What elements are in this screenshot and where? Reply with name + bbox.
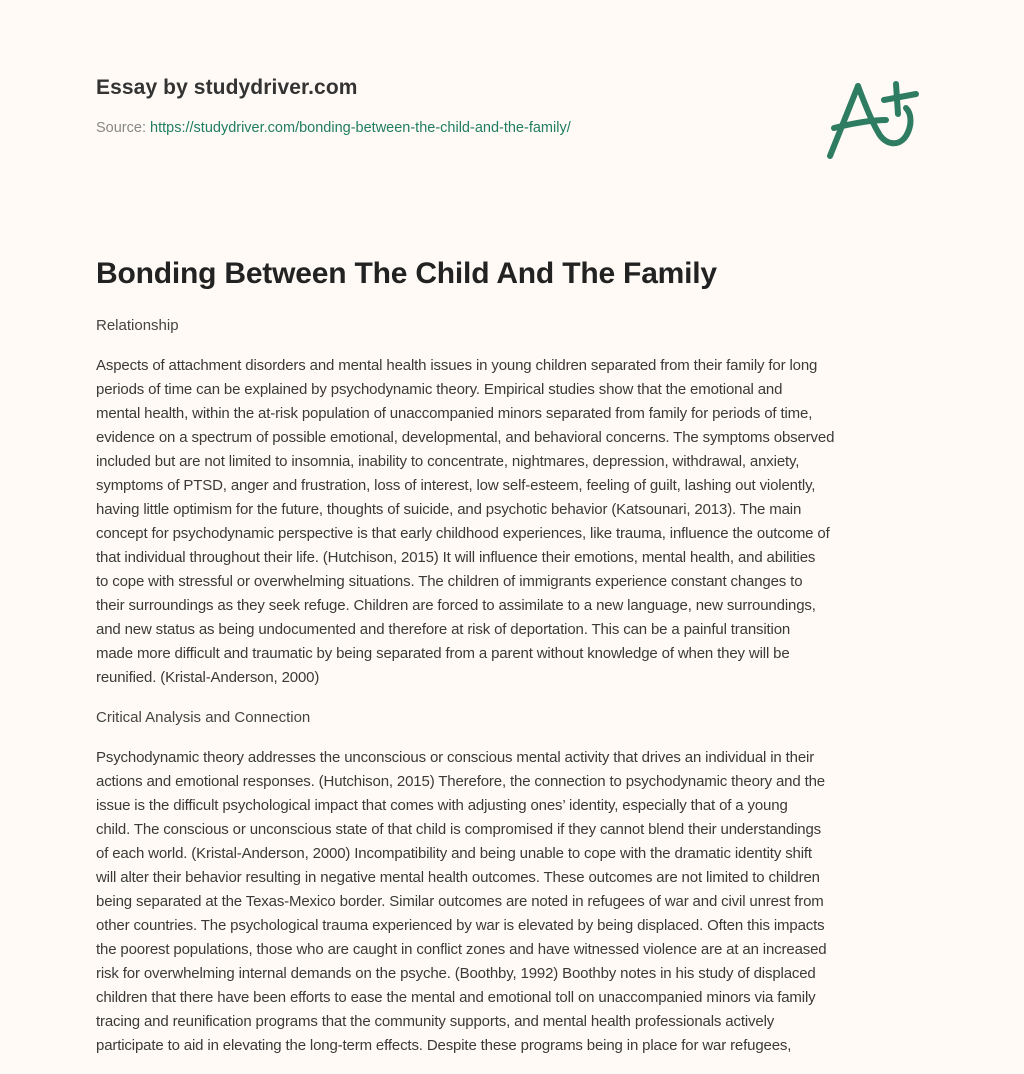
site-title: Essay by studydriver.com: [96, 76, 358, 99]
text-line: children that there have been efforts to ease the mental and emotional toll on unaccompanied minors via family: [96, 989, 816, 1006]
text-line: having little optimism for the future, thoughts of suicide, and psychotic behavior (Katsounari, 2013). The main: [96, 501, 802, 518]
text-line: that individual throughout their life. (Hutchison, 2015) It will influence their emotions, mental health, and abilities: [96, 549, 816, 566]
text-line: included but are not limited to insomnia, inability to concentrate, nightmares, depression, withdrawal, anxiety,: [96, 453, 800, 470]
text-line: issue is the difficult psychological impact that comes with adjusting ones’ identity, especially that of a young: [96, 797, 788, 814]
article-title: Bonding Between The Child And The Family: [96, 257, 717, 290]
text-line: their surroundings as they seek refuge. Children are forced to assimilate to a new language, new surroundings,: [96, 597, 816, 614]
text-line: concept for psychodynamic perspective is that early childhood experiences, like trauma, influence the outcome of: [96, 525, 830, 542]
text-line: reunified. (Kristal-Anderson, 2000): [96, 669, 320, 686]
source-link[interactable]: https://studydriver.com/bonding-between-the-child-and-the-family/: [150, 120, 571, 136]
text-line: will alter their behavior resulting in negative mental health outcomes. These outcomes are not limited to children: [96, 869, 820, 886]
text-line: actions and emotional responses. (Hutchison, 2015) Therefore, the connection to psychodynamic theory and the: [96, 773, 825, 790]
text-line: Psychodynamic theory addresses the unconscious or conscious mental activity that drives an individual in their: [96, 749, 815, 766]
text-line: child. The conscious or unconscious state of that child is compromised if they cannot blend their understandings: [96, 821, 822, 838]
paragraph-relationship: [96, 354, 936, 690]
text-line: risk for overwhelming internal demands on the psyche. (Boothby, 1992) Boothby notes in his study of displaced: [96, 965, 816, 982]
text-line: participate to aid in elevating the long-term effects. Despite these programs being in place for war refugees,: [96, 1037, 792, 1054]
essay-article: [96, 254, 936, 1058]
a-plus-grade-icon: [820, 62, 930, 167]
text-line: made more difficult and traumatic by being separated from a parent without knowledge of when they will be: [96, 645, 790, 662]
text-line: Aspects of attachment disorders and mental health issues in young children separated from their family for long: [96, 357, 818, 374]
text-line: and new status as being undocumented and therefore at risk of deportation. This can be a painful transition: [96, 621, 791, 638]
text-line: symptoms of PTSD, anger and frustration, loss of interest, low self-esteem, feeling of guilt, lashing out violently,: [96, 477, 816, 494]
text-line: of each world. (Kristal-Anderson, 2000) Incompatibility and being unable to cope with the dramatic identity shift: [96, 845, 812, 862]
paragraph-critical-analysis: [96, 746, 936, 1058]
section-heading-critical-analysis: Critical Analysis and Connection: [96, 709, 311, 726]
text-line: tracing and reunification programs that the community supports, and mental health professionals actively: [96, 1013, 775, 1030]
text-line: to cope with stressful or overwhelming situations. The children of immigrants experience constant changes to: [96, 573, 803, 590]
text-line: being separated at the Texas-Mexico border. Similar outcomes are noted in refugees of war and civil unrest from: [96, 893, 824, 910]
essay-header: [96, 74, 796, 138]
text-line: other countries. The psychological trauma experienced by war is elevated by being displaced. Often this impacts: [96, 917, 825, 934]
source-line: [96, 118, 796, 138]
text-line: periods of time can be explained by psychodynamic theory. Empirical studies show that the emotional and: [96, 381, 783, 398]
text-line: evidence on a spectrum of possible emotional, developmental, and behavioral concerns. The symptoms observed: [96, 429, 835, 446]
text-line: mental health, within the at-risk population of unaccompanied minors separated from family for periods of time,: [96, 405, 813, 422]
text-line: the poorest populations, those who are caught in conflict zones and have witnessed violence are at an increased: [96, 941, 827, 958]
source-label: Source:: [96, 120, 146, 136]
section-heading-relationship: Relationship: [96, 317, 179, 334]
